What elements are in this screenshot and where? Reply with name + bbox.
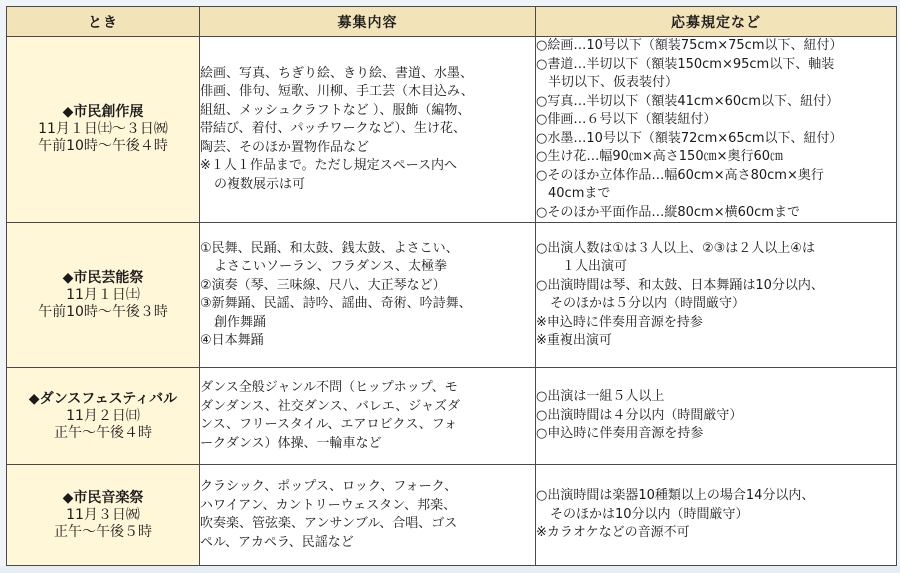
rule-line: ○写真…半切以下（額装41cm×60cm以下、紐付）	[536, 93, 839, 109]
event-when-cell	[7, 37, 200, 223]
rule-line: ○そのほか平面作品…縦80cm×横60cmまで	[536, 204, 800, 220]
content-line: ペル、アカペラ、民謡など	[200, 534, 354, 550]
header-row	[7, 7, 897, 37]
rule-note: ※カラオケなどの音源不可	[536, 525, 690, 541]
content-line: 絵画、写真、ちぎり絵、きり絵、書道、水墨、	[200, 65, 474, 81]
rule-line: ○出演時間は楽器10種類以上の場合14分以内、	[536, 488, 815, 504]
content-line: ④日本舞踊	[200, 333, 264, 348]
event-time: 午前10時～午後３時	[38, 303, 168, 320]
event-time: 正午～午後４時	[54, 424, 152, 441]
event-time: 正午～午後５時	[54, 523, 152, 540]
rule-line: そのほかは10分以内（時間厳守）	[550, 506, 749, 522]
event-row-creative-exhibition	[7, 37, 897, 223]
content-line: クラシック、ポップス、ロック、フォーク、	[200, 479, 458, 494]
rule-line: ○俳画…６号以下（額装紐付）	[536, 112, 717, 127]
rule-line: １人出演可	[562, 259, 628, 274]
content-line: ンス、フリースタイル、エアロビクス、フォ	[200, 417, 458, 432]
rule-line: ○そのほか立体作品…幅60cm×高さ80cm×奥行	[536, 167, 824, 183]
event-rules-cell	[536, 37, 897, 223]
rule-line: ○出演人数は①は３人以上、②③は２人以上④は	[536, 240, 815, 256]
event-date: 11月１日㈯	[66, 286, 140, 303]
rule-line: そのほかは５分以内（時間厳守）	[550, 296, 746, 311]
event-rules-cell	[536, 465, 897, 566]
content-note: ※１人１作品まで。ただし規定スペース内へ	[200, 158, 457, 174]
event-date: 11月１日㈯～３日㈷	[38, 121, 168, 137]
content-line: ハワイアン、カントリーウェスタン、邦楽、	[200, 497, 457, 513]
event-date: 11月３日㈷	[66, 506, 140, 523]
content-line: 組紐、メッシュクラフトなど ）、服飾（編物、	[200, 102, 471, 118]
event-date: 11月２日㈰	[66, 407, 140, 424]
content-line: ③新舞踊、民謡、詩吟、謡曲、奇術、吟詩舞、	[200, 296, 472, 311]
content-line: ークダンス）体操、一輪車など	[200, 435, 382, 451]
rule-line: 40cmまで	[548, 186, 611, 201]
rule-line: ○絵画…10号以下（額装75cm×75cm以下、紐付）	[536, 38, 843, 53]
event-table	[6, 6, 897, 566]
event-row-performing-arts	[7, 223, 897, 368]
content-line: ダンス全般ジャンル不問（ヒップホップ、モ	[200, 380, 458, 395]
rule-line: ○出演時間は琴、和太鼓、日本舞踊は10分以内、	[536, 277, 824, 293]
content-line: ダンダンス、社交ダンス、バレエ、ジャズダ	[200, 398, 461, 414]
event-name: ◆市民創作展	[62, 104, 144, 120]
content-line: ①民舞、民踊、和太鼓、銭太鼓、よさこい、	[200, 240, 459, 256]
event-name: ◆ダンスフェスティバル	[28, 390, 178, 407]
event-row-dance-festival	[7, 368, 897, 465]
event-rules-cell	[536, 223, 897, 368]
rule-line: ○申込時に伴奏用音源を持参	[536, 426, 704, 442]
event-when-cell	[7, 465, 200, 566]
rule-note: ※重複出演可	[536, 333, 612, 348]
event-content-cell	[200, 37, 536, 223]
content-line: よさこいソーラン、フラダンス、太極拳	[214, 259, 447, 274]
header-when: とき	[7, 7, 200, 37]
content-line: 創作舞踊	[214, 314, 267, 330]
rule-line: 半切以下、仮表装付）	[548, 75, 679, 90]
header-content: 募集内容	[200, 7, 536, 37]
rule-line: ○書道…半切以下（額装150cm×95cm以下、軸装	[536, 56, 835, 72]
event-name: ◆市民音楽祭	[62, 489, 144, 506]
content-line: ②演奏（琴、三味線、尺八、大正琴など）	[200, 277, 446, 293]
content-note: の複数展示は可	[214, 176, 306, 192]
event-row-music-festival	[7, 465, 897, 566]
event-name: ◆市民芸能祭	[62, 269, 144, 286]
rule-line: ○出演時間は４分以内（時間厳守）	[536, 407, 743, 423]
bottom-edge-strip	[0, 566, 900, 573]
rule-line: ○水墨…10号以下（額装72cm×65cm以下、紐付）	[536, 130, 843, 146]
header-rules: 応募規定など	[536, 7, 897, 37]
event-content-cell	[200, 368, 536, 465]
event-time: 午前10時～午後４時	[38, 138, 168, 154]
rule-line: ○生け花…幅90㎝×高さ150㎝×奥行60㎝	[536, 149, 784, 164]
event-content-cell	[200, 223, 536, 368]
rule-note: ※申込時に伴奏用音源を持参	[536, 314, 703, 330]
event-rules-cell	[536, 368, 897, 465]
rule-line: ○出演は一組５人以上	[536, 389, 665, 405]
event-content-cell	[200, 465, 536, 566]
content-line: 陶芸、そのほか置物作品など	[200, 139, 370, 155]
content-line: 帯結び、着付、パッチワークなど）、生け花、	[200, 121, 466, 137]
content-line: 俳画、俳句、短歌、川柳、手工芸（木目込み、	[200, 84, 474, 100]
event-when-cell	[7, 223, 200, 368]
event-when-cell	[7, 368, 200, 465]
content-line: 吹奏楽、管弦楽、アンサンブル、合唱、ゴス	[200, 516, 458, 531]
